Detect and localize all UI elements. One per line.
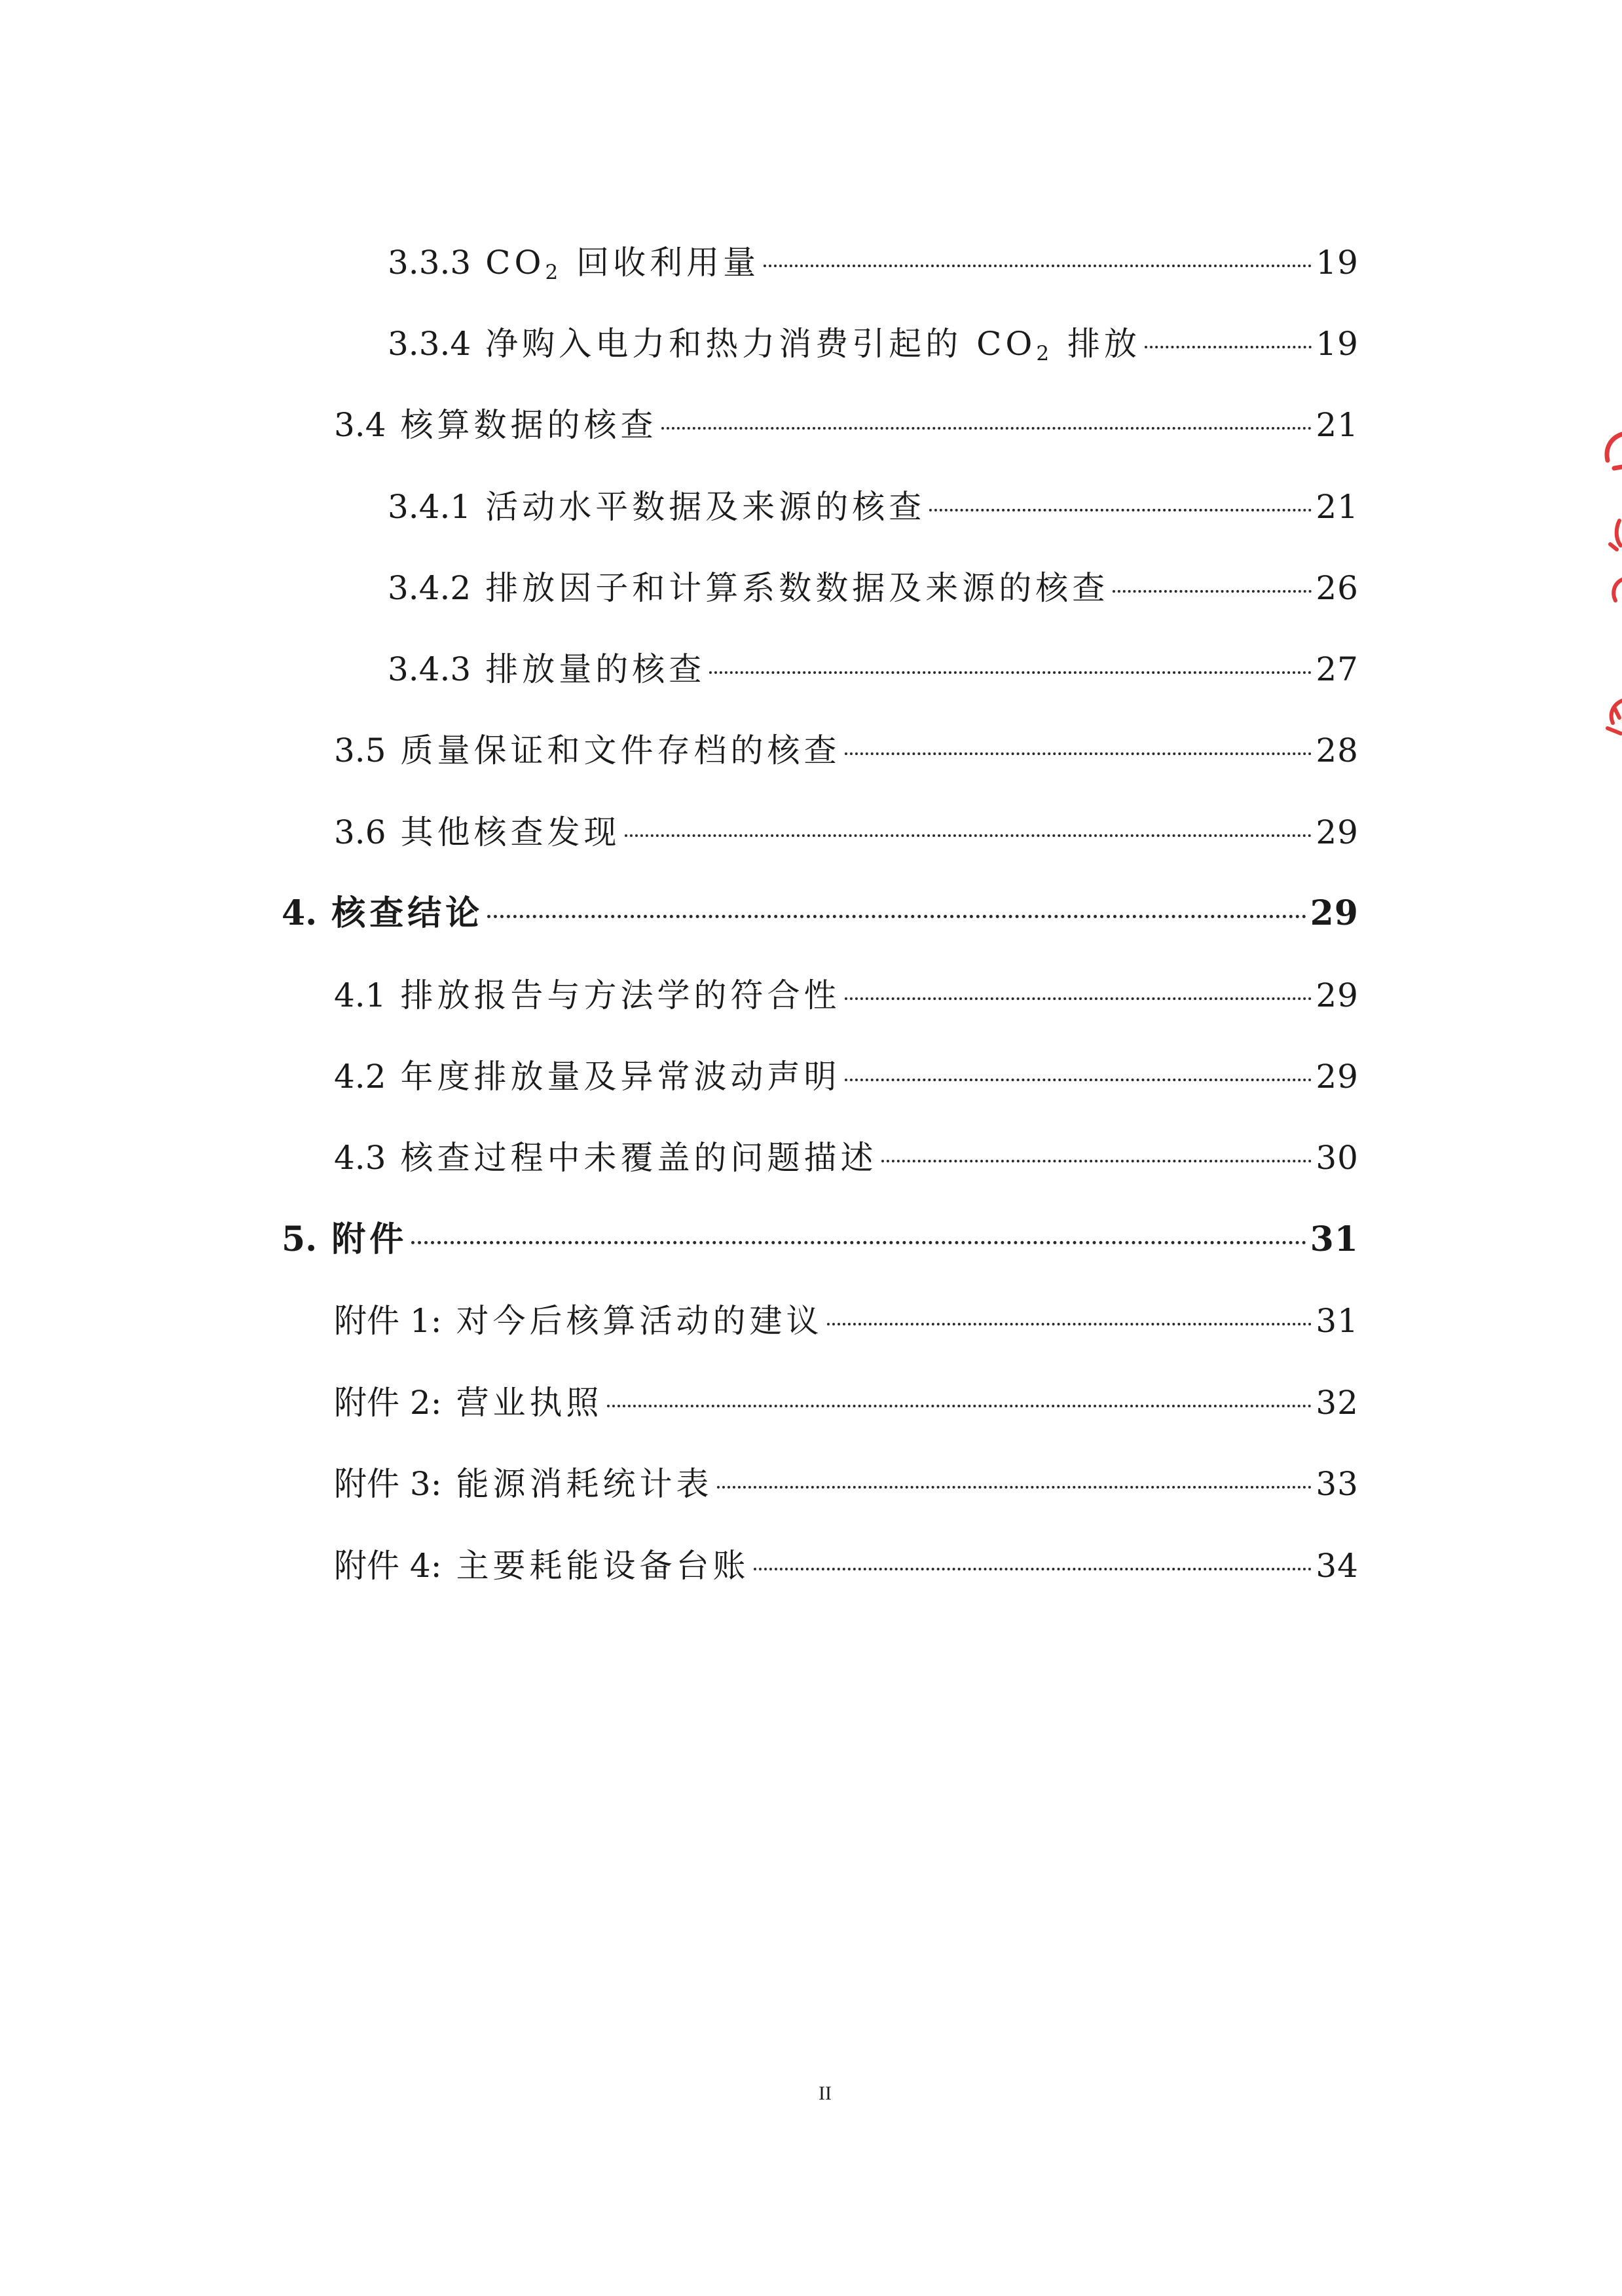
toc-entry-title-text: 活动水平数据及来源的核查 xyxy=(485,488,926,526)
toc-entry[interactable] xyxy=(334,809,1359,855)
toc-entry-page: 29 xyxy=(1316,1058,1359,1096)
toc-entry-number: 附件 3: xyxy=(334,1465,442,1503)
toc-entry-page: 34 xyxy=(1316,1547,1359,1585)
toc-entry-number: 3.4.2 xyxy=(388,569,471,607)
toc-entry-title-text: 核查结论 xyxy=(331,893,484,933)
toc-entry[interactable] xyxy=(334,402,1359,448)
toc-entry[interactable] xyxy=(334,1461,1359,1507)
dot-leader xyxy=(754,1568,1312,1570)
toc-entry-title-text: 核算数据的核查 xyxy=(400,406,657,444)
toc-entry-title-text: 能源消耗统计表 xyxy=(456,1465,713,1503)
toc-entry-number: 附件 4: xyxy=(334,1547,442,1585)
toc-entry-page: 26 xyxy=(1316,569,1359,607)
dot-leader xyxy=(845,1079,1312,1081)
toc-entry-page: 21 xyxy=(1316,406,1359,444)
toc-entry-page: 29 xyxy=(1310,893,1359,933)
toc-entry-title-text: 排放报告与方法学的符合性 xyxy=(400,976,841,1014)
toc-entry-title xyxy=(401,1135,877,1181)
toc-entry-title xyxy=(456,1543,750,1589)
toc-entry-number: 3.3.4 xyxy=(388,325,471,363)
toc-entry-page: 30 xyxy=(1316,1139,1359,1177)
toc-entry-page: 19 xyxy=(1316,244,1359,282)
toc-entry-title xyxy=(401,402,657,448)
toc-entry-title-text: 排放量的核查 xyxy=(485,650,706,688)
toc-entry[interactable] xyxy=(282,891,1359,936)
toc-entry-number: 附件 1: xyxy=(334,1302,442,1340)
dot-leader xyxy=(487,915,1306,918)
dot-leader xyxy=(661,427,1312,430)
toc-entry[interactable] xyxy=(388,240,1359,286)
toc-entry[interactable] xyxy=(388,484,1359,530)
dot-leader xyxy=(625,834,1312,837)
toc-entry-title xyxy=(331,891,483,936)
toc-entry[interactable] xyxy=(334,1298,1359,1344)
toc-entry-title xyxy=(331,1217,407,1263)
toc-entry-title xyxy=(401,728,841,773)
toc-entry-title xyxy=(401,1054,841,1100)
toc-entry-page: 19 xyxy=(1316,325,1359,363)
toc-entry[interactable] xyxy=(388,646,1359,692)
toc-entry-title-text: 主要耗能设备台账 xyxy=(456,1547,750,1585)
dot-leader xyxy=(1113,590,1312,593)
toc-entry-page: 29 xyxy=(1316,813,1359,851)
toc-entry-title xyxy=(485,646,705,692)
toc-entry-title xyxy=(485,565,1109,611)
dot-leader xyxy=(881,1160,1312,1162)
toc-entry-page: 32 xyxy=(1316,1384,1359,1422)
dot-leader xyxy=(1145,346,1312,348)
dot-leader xyxy=(607,1405,1312,1407)
toc-entry[interactable] xyxy=(334,972,1359,1018)
toc-entry-title xyxy=(401,972,841,1018)
dot-leader xyxy=(845,997,1312,1000)
toc-entry-page: 31 xyxy=(1316,1302,1359,1340)
toc-entry-number: 5. xyxy=(282,1219,318,1259)
red-seal-fragment-icon xyxy=(1596,694,1622,747)
toc-entry-number: 4.3 xyxy=(334,1139,386,1177)
toc-entry[interactable] xyxy=(388,565,1359,611)
toc-entry-title-text: 净购入电力和热力消费引起的 CO xyxy=(485,325,1037,363)
toc-entry-number: 3.5 xyxy=(334,731,386,769)
toc-entry-page: 21 xyxy=(1316,488,1359,526)
toc-entry-page: 31 xyxy=(1310,1219,1359,1259)
toc-entry-number: 3.3.3 xyxy=(388,244,471,282)
toc-entry-number: 4. xyxy=(282,893,318,933)
dot-leader xyxy=(717,1486,1312,1489)
toc-entry-title-text: CO xyxy=(485,244,545,282)
toc-entry-title-text: 质量保证和文件存档的核查 xyxy=(400,731,841,769)
toc-entry-title-text: 排放 xyxy=(1053,325,1141,363)
toc-entry-number: 3.4.3 xyxy=(388,650,471,688)
toc-entry-title-text: 其他核查发现 xyxy=(400,813,621,851)
toc-entry-title-text: 回收利用量 xyxy=(562,244,760,282)
toc-entry[interactable] xyxy=(334,1054,1359,1100)
toc-entry[interactable] xyxy=(334,1543,1359,1589)
toc-entry-number: 4.1 xyxy=(334,976,386,1014)
toc-entry-number: 3.4.1 xyxy=(388,488,471,526)
toc-entry-title-text: 排放因子和计算系数数据及来源的核查 xyxy=(485,569,1109,607)
toc-entry[interactable] xyxy=(334,1380,1359,1426)
dot-leader xyxy=(764,265,1312,267)
page-number: II xyxy=(819,2083,832,2104)
toc-entry-page: 33 xyxy=(1316,1465,1359,1503)
toc-entry-title xyxy=(456,1380,603,1426)
toc-entry[interactable] xyxy=(282,1217,1359,1263)
toc-entry-number: 3.4 xyxy=(334,406,386,444)
dot-leader xyxy=(827,1323,1312,1325)
toc-entry[interactable] xyxy=(388,321,1359,367)
toc-entry-title xyxy=(485,321,1141,367)
dot-leader xyxy=(709,671,1312,674)
toc-entry-title-text: 年度排放量及异常波动声明 xyxy=(400,1058,841,1096)
toc-entry-page: 29 xyxy=(1316,976,1359,1014)
toc-entry-title xyxy=(485,240,760,286)
toc-entry-number: 附件 2: xyxy=(334,1384,442,1422)
toc-entry-title-text: 附件 xyxy=(331,1219,408,1259)
toc-entry-page: 27 xyxy=(1316,650,1359,688)
dot-leader xyxy=(929,509,1312,511)
toc-entry-subscript: 2 xyxy=(1036,341,1054,365)
toc-entry-title xyxy=(485,484,925,530)
toc-entry-number: 3.6 xyxy=(334,813,386,851)
toc-entry-title-text: 对今后核算活动的建议 xyxy=(456,1302,823,1340)
toc-entry-page: 28 xyxy=(1316,731,1359,769)
toc-entry[interactable] xyxy=(334,1135,1359,1181)
toc-entry-title xyxy=(456,1298,823,1344)
dot-leader xyxy=(845,752,1312,755)
dot-leader xyxy=(411,1241,1306,1244)
red-seal-fragment-icon xyxy=(1596,429,1622,625)
toc-entry-title-text: 营业执照 xyxy=(456,1384,603,1422)
toc-entry-subscript: 2 xyxy=(545,260,562,284)
toc-entry[interactable] xyxy=(334,728,1359,773)
toc-entry-title-text: 核查过程中未覆盖的问题描述 xyxy=(400,1139,877,1177)
toc-entry-title xyxy=(401,809,621,855)
toc-entry-number: 4.2 xyxy=(334,1058,386,1096)
toc-entry-title xyxy=(456,1461,713,1507)
